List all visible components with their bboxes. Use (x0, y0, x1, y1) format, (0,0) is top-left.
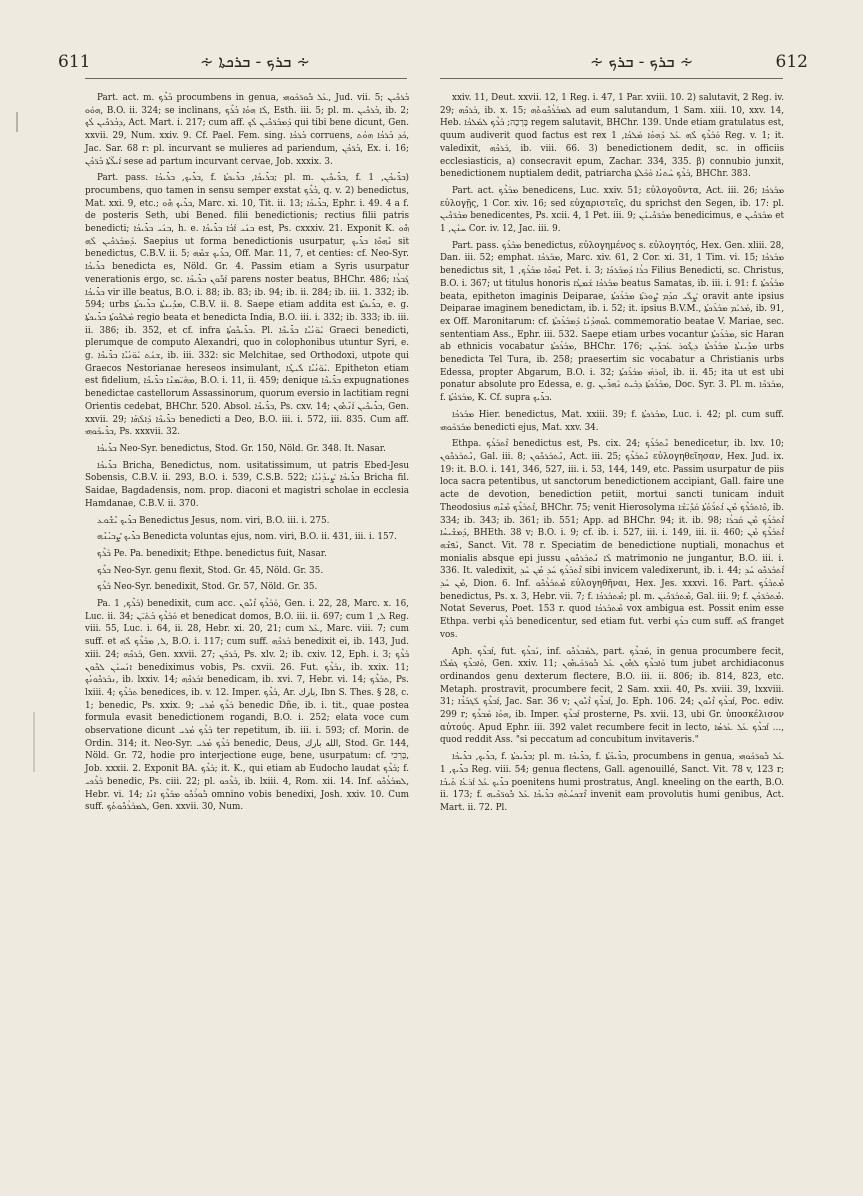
entry-paragraph: Part. pass. ܡܒܰܪܰܟ benedictus, εὐλογημένος s. εὐλογητός, Hex. Gen. xliii. 28, Dan. iii. 52; emphat. ܡܒܰܪܟܳܐ, Marc. xiv. 61, 2 Cor. xi. 31, 1 Tim. vi. 15; ܡܒܰܪܟܳܐ benedictus sit, ܢܶܗܘܶܐ ܡܒܰܪܰܟ, 1 Pet. i. 3; ܒܪܳܐ ܕܰܡܒܰܪܟܳܐ Filius Benedicti, sc. Christus, B.O. i. 367; ut titulus honoris ܡܒܰܪܟܳܐ ܫܰܡܛܳܐ beatus Samatas, ib. iii. i. 91: f. ܡܒܰܪܰܟܬܳܐ beata, epitheton imaginis Deiparae, ܨܰܠܺܝ ܩܕܳܡ ܨܽܘܪܬܳܐ ܡܒܰܪܰܟܬܳܐ oravit ante ipsius Deiparae imaginem benedictam, ib. i. 52; it. ipsius B.V.M., ܡܰܪܝܰܡ ܡܒܰܪܰܟܬܳܐ, ib. 91, ex Off. Maronitarum: cf. ܥܽܘܗܕܳܢܳܐ ܕܰܡܒܰܪܰܟܬܳܐ commemoratio beatae V. Mariae, sec. sententiam Ass., Ephr. iii. 532. Saepe etiam urbes vocantur ܡܒܰܪܰܟܬܳܐ, sic Haran ab ethnicis vocabatur ܡܒܰܪܰܟܬܳܐ, BHChr. 176; ܡܕܺܝܢܬܳܐ ܡܒܰܪܰܟܬܳܐ ܕܛܽܘܪ ܥܰܒܕܺܝܢ urbs benedicta Tel Tura, ib. 258; praesertim sic vocabatur a Christianis urbs Edessa, propter Abgarum, B.O. i. 32; ܐܽܘܪܗܳܝ ܡܒܰܪܰܟܬܳܐ, ib. ii. 45; ita ut est ubi ponatur absolute pro Edessa, e. g. ܡܒܰܪܰܟܬܳܐ ܕܒܰܝܬ ܢܰܗܪ̈ܺܝܢ, Doc. Syr. 3. Pl. m. ܡܒܰܪ̈ܟܶܐ, f. ܡܒܰܪ̈ܟܳܬܳܐ, K. Cf. supra ܒܪܺܝܟ. (440, 240, 785, 404)
left-running-head: ∻ ܒܪܟ - ܒܪܟܬܐ ∻ (200, 52, 310, 71)
entry-paragraph: Pa. ܒܰܪܶܟ, 1) benedixit, cum acc. ܘܰܒܰܪܶܟ ܐܶܢܽܘܢ, Gen. i. 22, 28, Marc. x. 16, Luc. ii. 34; ܘܰܒܰܪܶܟ ܒܳܬܰܝ̈ܢ et benedicat domos, B.O. iii. ii. 697; cum ܠ, 1 Reg. viii. 55, Luc. i. 64, ii. 28, Hebr. xi. 20, 21; cum ܥܰܠ, Marc. viii. 7; cum suff. et ܠ, ܡܒܰܪܶܟ ܠܶܗ, B.O. i. 117; cum suff. ܒܰܪܟܶܗ benedixit ei, ib. 143, Jud. xiii. 24; ܒܰܪܟܶܗ, Gen. xxvii. 27; ܒܰܪܟܰܢ, Ps. xlv. 2; ib. cxiv. 12, Eph. i. 3; ܒܰܪܶܟ ܐܢܰܚܢܰܢ ܠܟܽܘܢ benediximus vobis, Ps. cxvii. 26. Fut. ܢܒܰܪܶܟ, ib. xxix. 11; ܢܒܰܪܟܽܘܢܳܟ, ib. lxxiv. 14; ܐܒܰܪܟܶܗ benedicam, ib. xvi. 7, Hebr. vi. 14; ܬܒܰܪܶܟ, Ps. lxiii. 4; ܬܒܰܪܶܟ benedices, ib. v. 12. Imper. ܒܰܪܶܟ, Ar. بارك, Ibn S. Thes. § 28, c. 1; benedic, Ps. xxix. 9; ܒܰܪܶܟ ܡܳܪܝ benedic Dñe, ib. i. tit., quae postea formula evasit benedictionem rogandi, B.O. i. 252; elata voce cum observatione dicunt ܒܰܪܶܟ ܡܳܪܝ ter repetitum, ib. iii. i. 593; cf. Morin. de Ordin. 314; it. Neo-Syr. ܒܰܪܶܟ ܡܳܪܝ benedic, Deus, الله بارك, Stod. Gr. 144, Nöld. Gr. 72, hodie pro interjectione euge, bene, usurpatum: cf. בָּרְכִי, Job. xxxii. 2. Exponit BA. ܒܰܪܶܟ; it. K., qui etiam ab Eudocho laudat ܒܰܪܶܟ; f. ܒܰܪܶܟܝ benedic, Ps. ciii. 22; pl. ܒܰܪܶܟܘ, ib. lxiii. 4, Rom. xii. 14. Inf. ܠܡܒܰܪܳܟܽܘ, Hebr. vi. 14; ܒܽܘܪܳܟܽܘ ܡܒܰܪܶܟ ܐܢܳܐ omnino vobis benedixi, Josh. xxiv. 10. Cum suff. ܠܡܒܰܪܳܟܽܘܬܳܟ, Gen. xxvii. 30, Num. (85, 599, 410, 813)
left-page-number: 611 (58, 52, 91, 72)
entry-paragraph: ܒܪܺܝܟܳܐ Bricha, Benedictus, nom. usitatissimum, ut patris Ebed-Jesu Sobensis, C.B.V. ii. 293, B.O. i. 539, C.S.B. 522; ܒܪܺܝܟܳܐ ܨܰܝܕܳܢܳܝܳܐ Bricha fil. Saidae, Bagdadensis, nom. prop. diaconi et magistri scholae in ecclesia Hamdanae, C.B.V. ii. 370. (85, 460, 410, 509)
entry-paragraph: Part. pass. ܒܪܺܝܟ, ܒܪܺܝܟܳܐ, f. ܒܪܺܝܟܳܐ, ܒܪܺܝܟܬܳܐ; pl. m. ܒܪ̈ܺܝܟܺܝܢ, f. ܒܪ̈ܺܝܟܳܢ, 1) procumbens, quo tamen in sensu semper exstat ܒܳܪܶܟ, q. v. 2) benedictus, Mat. xxi. 9, etc.; ܒܪܺܝܟ ܗܽܘ, Marc. xi. 10, Tit. ii. 13; ܒܪܺܝܟܳܐ, Ephr. i. 49. 4 a f. de posteris Seth, ubi Bened. filii benedictionis; rectius filii patris benedicti; ܒܢܰܝ ܒܪܺܝܟܳܐ, h. e. ܒܢܰܝ ܐܰܒܳܐ ܒܪܺܝܟܳܐ est, Ps. cxxxiv. 21. Exponit K. ܗܽܘ ܕܰܡܒܰܪܟܺܝܢ ܠܶܗ. Saepius ut forma benedictionis usurpatur, ܢܶܗܘܶܐ ܒܪܺܝܟ sit benedictus, C.B.V. ii. 5; ܒܪܺܝܟ ܫܡܶܗ, Off. Mar. 11, 7, et centies: cf. Neo-Syr. ܒܪܺܝܟܳܐ benedicta es, Nöld. Gr. 4. Passim etiam a Syris usurpatur venerationis ergo, sc. ܐܰܒܽܘܢ ܒܪܺܝܟܳܐ parens noster beatus, BHChr. 486; ܓܰܒܪܳܐ ܒܪܺܝܟܳܐ vir ille beatus, B.O. i. 88; ib. 83; ib. 94; ib. ii. 284; ib. iii. 1. 332; ib. 594; urbs ܡܕܺܝܢܬܳܐ ܒܪܺܝܟܬܳܐ, C.B.V. ii. 8. Saepe etiam addita est ܒܪܺܝܟܬܳܐ, e. g. ܡܰܠܟܽܘܬܳܐ ܒܪܺܝܟܬܳܐ regio beata et benedicta India, B.O. iii. i. 332; ib. 333; ib. iii. ii. 386; ib. 352, et cf. infra ܒܪܺܝܟܽܘܬܳܐ. Pl. ܝܰܘ̈ܢܳܝܶܐ ܒܪ̈ܺܝܟܶܐ Graeci benedicti, plerumque de computo Alexandri, quo in colophonibus utuntur Syri, e. g. ܫܢܰܬ ܝܰܘ̈ܢܳܝܶܐ ܒܪ̈ܺܝܟܶܐ, ib. iii. 332: sic Melchitae, sed Orthodoxi, utpote qui Graecos Nestorianae hereseos insimulant, ܝܰܘ̈ܢܳܝܶܐ ܠܺܝܛܶܐ. Epitheton etiam est fidelium, ܡܗܰܝ̈ܡܢܶܐ ܒܪ̈ܺܝܟܶܐ, B.O. i. 11, ii. 459; denique ܒܪ̈ܺܝܟܶܐ expugnationes benedictae castellorum Assassinorum, quorum eversio in lactitiam regni Orientis cedebat, BHChr. 520. Absol. ܒܪ̈ܺܝܟܶܐ, Ps. cxv. 14; ܒܪܺܝܟܺܝܢ ܐܰܢ̄ܬܽܘܢ, Gen. xxvii. 29; ܒܪ̈ܺܝܟܶܐ ܕܰܐܠܳܗܳܐ benedicti a Deo, B.O. iii. i. 572, iii. 835. Cum aff. ܒܪ̈ܺܝܟܰܘܗܝ, Ps. xxxvii. 32. (85, 173, 410, 438)
margin-mark (16, 112, 18, 132)
page-header (0, 46, 863, 76)
entry-paragraph: ܒܪܺܝܟ ܨܶܒܝܳܢܶܗ Benedicta voluntas ejus, nom. viri, B.O. ii. 431, iii. i. 157. (97, 532, 397, 543)
entry-paragraph: Part. act. ܡܒܰܪܶܟ benedicens, Luc. xxiv. 51; εὐλογοῦντα, Act. iii. 26; ܡܒܰܪܟܳܐ εὐλογῇς, 1 Cor. xiv. 16; sed εὐχαριστεῖς, du sprichst den Segen, ib. 17: pl. ܡܒܰܪ̈ܟܺܝܢ benedicentes, Ps. xcii. 4, 1 Pet. iii. 9; ܡܒܰܪ̈ܟܺܝܢܰܢ benedicimus, e ܡܒܰܪ̈ܟܺܝܢ et ܚܢܰܢ, 1 Cor. iv. 12, Jac. iii. 9. (440, 185, 785, 235)
entry-paragraph: ܒܪܺܝܟ ܝܶܫܽܘܥ Benedictus Jesus, nom. viri, B.O. iii. i. 275. (97, 515, 330, 526)
entry-paragraph: xxiv. 11, Deut. xxvii. 12, 1 Reg. i. 47, 1 Par. xviii. 10. 2) salutavit, 2 Reg. iv. 29; ܒܰܪܟܶܗ, ib. x. 15; ܠܡܒܰܪܳܟܽܘܬܶܗ ad eum salutandum, 1 Sam. xiii. 10, xxv. 14, Heb. בָּרְכָה; ܒܰܪܶܟ ܠܡܰܠܟܳܐ regem salutavit, BHChr. 139. Unde etiam gratulatus est, quum audiverit quod factus est rex ܘܰܒܰܪܶܟ ܠܶܗ ܥܰܠ ܕܰܗܘܳܐ ܡܰܠܟܳܐ, 1 Reg. v. 1; it. valedixit, ܒܰܪܟܶܗ, ib. viii. 66. 3) benedictionem dedit, sc. in officiis ecclesiasticis, a) consecravit epum, Zachar. 334, 335. β) connubio junxit, benedictionem nuptialem dedit, patriarcha ܒܰܪܶܟ ܚܰܬܢܳܐ ܘܰܟܰܠܬܳܐ, BHChr. 383. (440, 93, 784, 180)
left-column (85, 92, 409, 818)
header-rule-left (85, 78, 407, 79)
right-page-number: 612 (775, 52, 808, 72)
entry-paragraph: ܒܪܺܝܟ, ܒܪܺܝܟܳܐ, f. ܒܪܺܝܟܬܳܐ; pl. m. ܒܪ̈ܺܝܟܶܐ, f. ܒܪ̈ܺܝܟܳܬܳܐ, procumbens in genua, ܥܰܠ ܒܽܘܪ̈ܟܰܘܗܝ ܒܪܺܝܟ, 1 Reg. viii. 54; genua flectens, Gall. agenouillé, Sanct. Vit. 78 v, 123 r; ܒܪܺܝܟ ܥܰܠ ܐܰܪܥܳܐ ܬܳܝܒܳܐ poenitens humi prostratus, Angl. kneeling on the earth, B.O. ii. 173; f. ܐܶܫܟܚܳܬܳܗ ܒܪܺܝܟܳܐ ܥܰܠ ܒܽܘܪ̈ܟܶܝܗ invenit eam provolutis humi genibus, Act. Mart. ii. 72. Pl. (440, 752, 785, 813)
right-column (440, 92, 784, 819)
right-running-head: ∻ ܒܪܟ - ܒܪܟ ∻ (590, 52, 694, 71)
entry-paragraph: Part. act. m. ܒܳܪܶܟ procumbens in genua, ܥܰܠ ܒܽܘܪ̈ܟܰܘܗܝ, Jud. vii. 5; ܒܳܪܟܺܝܢ ܗܘܰܘ, B.O. ii. 324; se inclinans, ܠܳܐ ܗܘܳܐ ܒܳܪܶܟ, Esth. iii. 5; pl. m. ܒܳܪܟܺܝܢ, ib. 2; ܕܒܳܪܟܺܝܢ ܠܳܟ, Act. Mart. i. 217; cum aff. ܕܰܡܒܰܪ̈ܟܺܝܢ ܠܳܟ qui tibi bene dicunt, Gen. xxvii. 29, Num. xxiv. 9. Cf. Pael. Fem. sing. ܒܳܪܟܳܐ corruens, ܟܰܕ ܒܳܪܟܳܐ ܗܘܳܬ, Jac. Sar. 68 r: pl. incurvant se mulieres ad pariendum, ܒܳܪ̈ܟܳܢ, Ex. i. 16; ܐܰܝܠ̈ܳܬܳܐ ܒܳܪ̈ܟܳܢ sese ad partum incurvant cervae, Job. xxxix. 3. (85, 93, 410, 167)
entry-paragraph: Aph. ܐܰܒܪܶܟ, fut. ܢܰܒܪܶܟ, inf. ܠܡܰܒܪܳܟܽܘ, part. ܡܰܒܪܶܟ, in genua procumbere fecit, ܘܰܐܒܪܶܟ ܓܡܰܠܶܐ, Gen. xxiv. 11; ܘܰܐܒܪܶܟ ܠܗܽܘܢ ܥܰܠ ܒܽܘܪ̈ܟܰܝܗܽܘܢ tum jubet archidiaconus ordinandos genu dexterum flectere, B.O. iii. ii. 806; ib. 814, 823, etc. Metaph. prostravit, procumbere fecit, 2 Sam. xxii. 40, Ps. xviii. 39, lxxviii. 31; ܐܰܒܪܶܟ ܠܰܓܒܰܪ̈ܶܐ, Jac. Sar. 36 v; ܐܰܒܪܶܟ ܐܶܢܽܘܢ, Jo. Eph. 106. 24; ܐܰܒܪܶܟ ܐܶܢܽܘܢ, Poc. ediv. 299 r; ܗܘܳܐ ܡܰܒܪܶܟ, ib. Imper. ܐܰܒܪܶܟ prosterne, Ps. xvii. 13, ubi Gr. ὑποσκέλισον αὐτούς. Apud Ephr. iii. 392 valet recumbere fecit in lecto, ܐܰܒܪܶܟ ܥܰܠ ܥܰܪܣܳܐ ..., quod reddit Ass. "si peccatum ad concubitum invitaveris." (440, 646, 785, 746)
header-rule-right (440, 78, 783, 79)
entry-paragraph: ܡܒܰܪܟܳܐ Hier. benedictus, Mat. xxiii. 39; f. ܡܒܰܪܟܬܳܐ, Luc. i. 42; pl. cum suff. ܡܒܰܪ̈ܟܰܘܗܝ benedicti ejus, Mat. xxv. 34. (440, 409, 784, 433)
entry-paragraph: ܒܪܺܝܟܳܐ Neo-Syr. benedictus, Stod. Gr. 150, Nöld. Gr. 348. It. Nasar. (97, 443, 386, 454)
entry-paragraph: ܒܰܪܶܟ Pe. Pa. benedixit; Ethpe. benedictus fuit, Nasar. (97, 548, 327, 559)
entry-paragraph: ܒܰܪܶܟ Neo-Syr. benedixit, Stod. Gr. 57, Nöld. Gr. 35. (97, 582, 318, 593)
margin-mark (33, 712, 35, 772)
entry-paragraph: ܒܪܶܟ Neo-Syr. genu flexit, Stod. Gr. 45, Nöld. Gr. 35. (97, 565, 324, 576)
entry-paragraph: Ethpa. ܐܶܬܒܰܪܰܟ benedictus est, Ps. cix. 24; ܢܶܬܒܰܪܰܟ benedicetur, ib. lxv. 10; ܢܶܬܒܰܪܟܽܘܢ, Gal. iii. 8; ܢܶܬܒܰܪܟܽܘܢ, Act. iii. 25; ܢܶܬܒܰܪܶܟ εὐλογηθεῖησαν, Hex. Jud. ix. 19: it. B.O. i. 141, 346, 527, iii. i. 53, 144, 149, etc. Passim usurpatur de piis loca sacra petentibus, ut sanctorum benedictionem accipiant, Gall. faire une acte de devotion, benediction petiit, mortui sancti tunicam induit Theodosius ܐܶܬܒܰܪܶܟ ܡܶܢܶܗ, BHChr. 75; venit Hierosolyma ܘܶܐܬܒܰܪܶܟ ܡܶܢ ܐܰܬܪ̈ܰܘܳܬܳܐ ܩܰܕܺܝ̈ܫܶܐ, ib. 334; ib. 343; ib. 361; ib. 551; App. ad BHChr. 94; it. ib. 98; ܐܶܬܒܰܪܰܟ ܡܶܢ ܩܰܒܪܳܐ ܕܰܡܫܺܝܚܳܐ, BHEth. 38 v; B.O. i. 9; cf. ib. i. 527, iii. i. 149, iii. ii. 460; ܐܶܬܒܰܪܶܟ ܡܶܢ ܢܰܦܫܶܗ, Sanct. Vit. 78 r. Speciatim de benedictione nuptiali, monachus et monialis absque epi jussu ܠܳܐ ܢܶܬܒܰܪܟܽܘܢ matrimonio ne jungantur, B.O. iii. i. 336. It. valedixit, ܐܶܬܒܰܪܰܟ ܚܰܕ ܡܶܢ ܚܰܕ sibi invicem valedixerunt, ib. i. 44; ܐܶܬܒܰܪܟܽܘ ܚܰܕ ܡܶܢ ܚܰܕ, Dion. 6. Inf. ܡܶܬܒܰܪܳܟܽܘ εὐλογηθῆναι, Hex. Jes. xxxvi. 16. Part. ܡܶܬܒܰܪܰܟ benedictus, Ps. x. 3, Hebr. vii. 7; f. ܡܶܬܒܰܪܟܳܐ; pl. m. ܡܶܬܒܰܪ̈ܟܺܝܢ, Gal. iii. 9; f. ܡܶܬܒܰܪ̈ܟܳܢ. Notat Severus, Poet. 153 r. quod ܡܶܬܒܰܪܟܳܐ vox ambigua est. Possit enim esse Ethpa. verbi ܒܰܪܶܟ benedicentur, sed etiam fut. verbi ܒܪܰܟ cum suff. ܠܶܗ franget vos. (440, 439, 785, 640)
